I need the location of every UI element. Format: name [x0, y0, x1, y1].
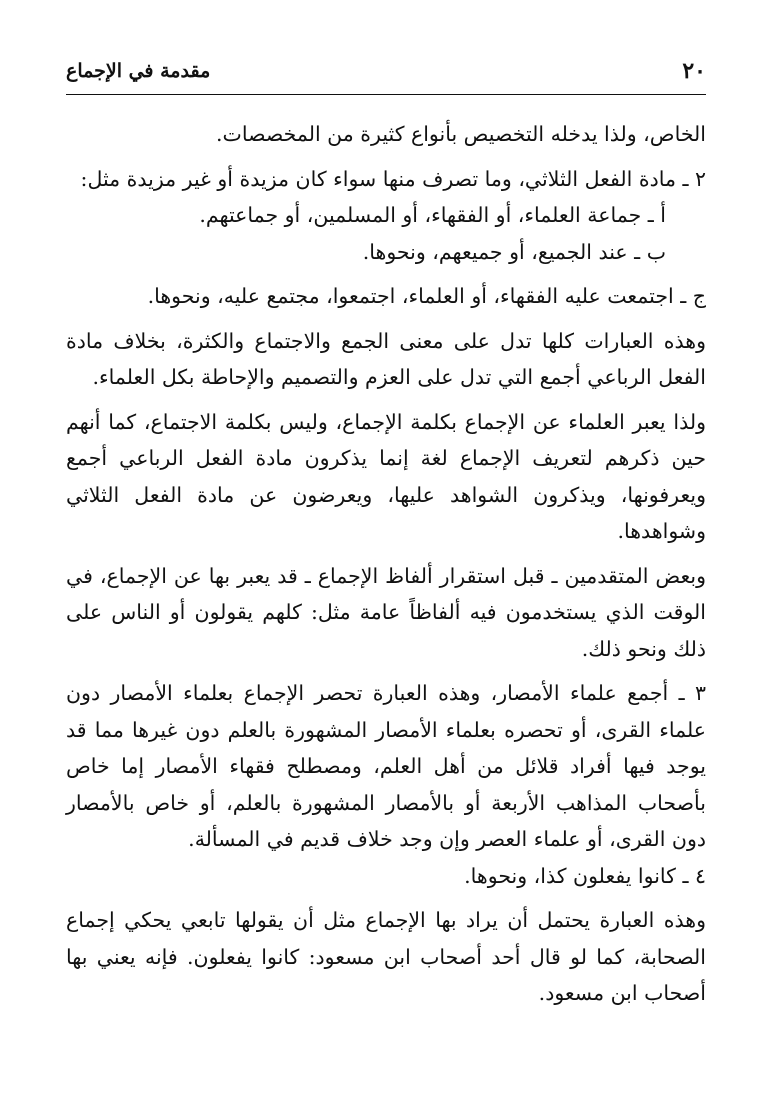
paragraph-companions: وهذه العبارة يحتمل أن يراد بها الإجماع مثل أن يقولها تابعي يحكي إجماع الصحابة، كما لو قال أحد أصحاب ابن مسعود: كانوا يفعلون. فإنه يعني بها أصحاب ابن مسعود. — [66, 908, 706, 1005]
list-item-2: ٢ ـ مادة الفعل الثلاثي، وما تصرف منها سواء كان مزيدة أو غير مزيدة مثل: — [80, 166, 706, 191]
header-divider — [66, 94, 706, 95]
list-item-3: ٣ ـ أجمع علماء الأمصار، وهذه العبارة تحصر الإجماع بعلماء الأمصار دون علماء القرى، أو تحصره بعلماء الأمصار المشهورة بالعلم دون غيرها مما قد يوجد فيها أفراد قلائل من أهل العلم، ومصطلح فقهاء الأمصار إما خاص بأصحاب المذاهب الأربعة أو بالأمصار المشهورة بالعلم، أو خاص بالأمصار دون القرى، أو علماء العصر وإن وجد خلاف قديم في المسألة. — [66, 681, 706, 851]
list-item-4: ٤ ـ كانوا يفعلون كذا، ونحوها. — [464, 863, 706, 888]
sub-item-ba: ب ـ عند الجميع، أو جميعهم، ونحوها. — [362, 239, 666, 264]
paragraph-scholars: ولذا يعبر العلماء عن الإجماع بكلمة الإجماع، وليس بكلمة الاجتماع، كما أنهم حين ذكرهم لتعريف الإجماع لغة إنما يذكرون مادة الفعل الرباعي أجمع ويعرفونها، ويذكرون الشواهد عليها، ويعرضون عن مادة الفعل الثلاثي وشواهدها. — [66, 409, 706, 543]
running-title: مقدمة في الإجماع — [66, 60, 211, 82]
page-number: ٢٠ — [682, 58, 706, 84]
paragraph-continuation: الخاص، ولذا يدخله التخصيص بأنواع كثيرة من المخصصات. — [216, 122, 706, 146]
paragraph-expressions: وهذه العبارات كلها تدل على معنى الجمع والاجتماع والكثرة، بخلاف مادة الفعل الرباعي أجمع التي تدل على العزم والتصميم والإحاطة بكل العلماء. — [66, 328, 706, 389]
page-body — [66, 116, 706, 1012]
sub-item-alif: أ ـ جماعة العلماء، أو الفقهاء، أو المسلمين، أو جماعتهم. — [199, 203, 666, 227]
paragraph-predecessors: وبعض المتقدمين ـ قبل استقرار ألفاظ الإجماع ـ قد يعبر بها عن الإجماع، في الوقت الذي يستخدمون فيه ألفاظاً عامة مثل: كلهم يقولون أو الناس على ذلك ونحو ذلك. — [66, 563, 706, 661]
sub-item-jim: ج ـ اجتمعت عليه الفقهاء، أو العلماء، اجتمعوا، مجتمع عليه، ونحوها. — [147, 284, 706, 308]
page-header — [66, 56, 706, 96]
